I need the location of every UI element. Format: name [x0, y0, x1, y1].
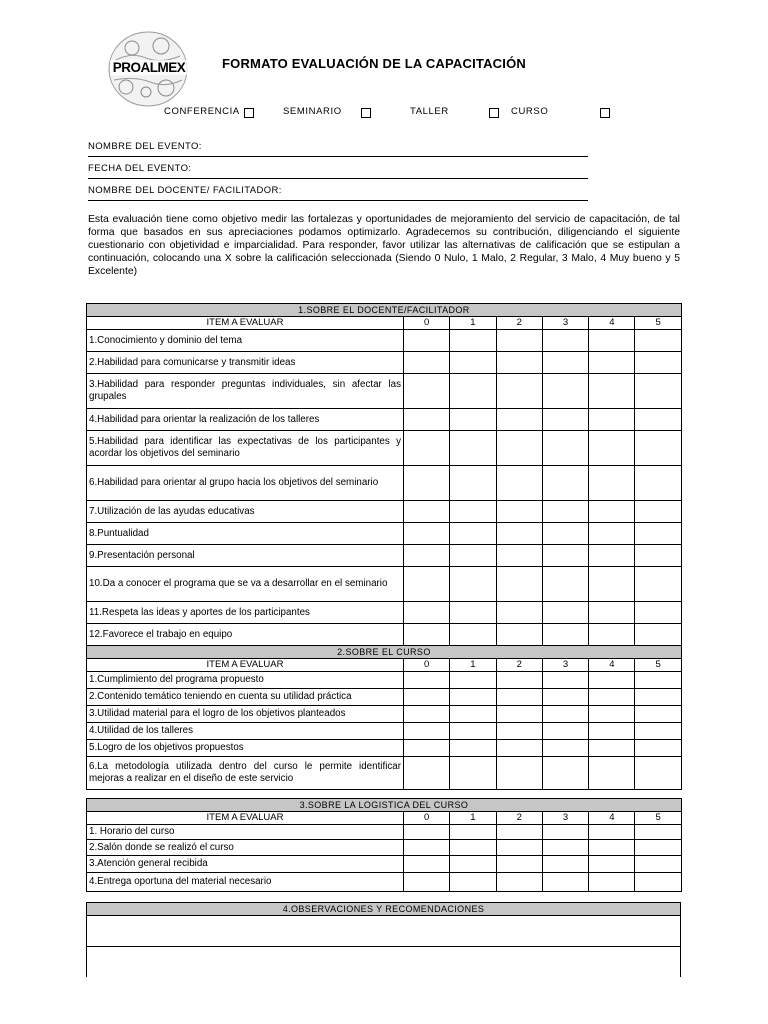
rating-cell-5[interactable] [635, 757, 681, 790]
rating-cell-5[interactable] [635, 689, 681, 706]
rating-cell-0[interactable] [404, 523, 450, 545]
scale-header: 5 [635, 317, 681, 330]
rating-cell-3[interactable] [542, 840, 588, 856]
rating-cell-2[interactable] [496, 330, 542, 352]
rating-cell-3[interactable] [542, 602, 588, 624]
rating-cell-3[interactable] [542, 545, 588, 567]
rating-cell-0[interactable] [404, 567, 450, 602]
rating-cell-3[interactable] [542, 431, 588, 466]
item-label: 3.Atención general recibida [87, 856, 404, 873]
rating-cell-2[interactable] [496, 723, 542, 740]
rating-cell-5[interactable] [635, 624, 681, 646]
rating-cell-5[interactable] [635, 740, 681, 757]
rating-cell-3[interactable] [542, 672, 588, 689]
rating-cell-0[interactable] [404, 545, 450, 567]
rating-cell-4[interactable] [589, 873, 635, 892]
rating-cell-5[interactable] [635, 825, 681, 840]
rating-cell-0[interactable] [404, 757, 450, 790]
rating-cell-1[interactable] [450, 672, 496, 689]
rating-cell-2[interactable] [496, 624, 542, 646]
rating-cell-5[interactable] [635, 672, 681, 689]
rating-cell-3[interactable] [542, 856, 588, 873]
table-row [87, 602, 682, 624]
rating-cell-1[interactable] [450, 602, 496, 624]
rating-cell-2[interactable] [496, 352, 542, 374]
event-date-field[interactable]: FECHA DEL EVENTO: [88, 162, 588, 179]
rating-cell-4[interactable] [589, 624, 635, 646]
option-label-curso: CURSO [511, 106, 549, 117]
observations-table [86, 902, 681, 977]
rating-cell-2[interactable] [496, 602, 542, 624]
table-row [87, 501, 682, 523]
rating-cell-4[interactable] [589, 602, 635, 624]
rating-cell-1[interactable] [450, 840, 496, 856]
rating-cell-1[interactable] [450, 567, 496, 602]
table-row [87, 466, 682, 501]
table-row [87, 545, 682, 567]
rating-cell-5[interactable] [635, 523, 681, 545]
item-label: 11.Respeta las ideas y aportes de los participantes [87, 602, 404, 624]
rating-cell-0[interactable] [404, 840, 450, 856]
rating-cell-4[interactable] [589, 523, 635, 545]
rating-cell-3[interactable] [542, 374, 588, 409]
rating-cell-0[interactable] [404, 706, 450, 723]
table-row [87, 374, 682, 409]
section-curso-table [86, 645, 682, 790]
scale-header: 2 [496, 812, 542, 825]
rating-cell-3[interactable] [542, 706, 588, 723]
rating-cell-4[interactable] [589, 825, 635, 840]
rating-cell-0[interactable] [404, 409, 450, 431]
rating-cell-2[interactable] [496, 689, 542, 706]
table-row [87, 825, 682, 840]
logo-text: PROALMEX [110, 60, 188, 75]
rating-cell-0[interactable] [404, 856, 450, 873]
item-label: 4.Entrega oportuna del material necesario [87, 873, 404, 892]
item-label: 5.Habilidad para identificar las expectativas de los participantes y acordar los objetivos del seminario [87, 431, 404, 466]
rating-cell-5[interactable] [635, 840, 681, 856]
rating-cell-2[interactable] [496, 523, 542, 545]
scale-header: 0 [404, 317, 450, 330]
option-label-taller: TALLER [410, 106, 449, 117]
item-label: 7.Utilización de las ayudas educativas [87, 501, 404, 523]
rating-cell-5[interactable] [635, 856, 681, 873]
rating-cell-0[interactable] [404, 689, 450, 706]
rating-cell-2[interactable] [496, 672, 542, 689]
rating-cell-4[interactable] [589, 723, 635, 740]
rating-cell-1[interactable] [450, 545, 496, 567]
scale-header: 1 [450, 812, 496, 825]
rating-cell-4[interactable] [589, 672, 635, 689]
rating-cell-4[interactable] [589, 466, 635, 501]
rating-cell-4[interactable] [589, 689, 635, 706]
rating-cell-5[interactable] [635, 374, 681, 409]
rating-cell-2[interactable] [496, 757, 542, 790]
item-label: 5.Logro de los objetivos propuestos [87, 740, 404, 757]
rating-cell-0[interactable] [404, 374, 450, 409]
scale-header: 2 [496, 659, 542, 672]
item-label: 2.Contenido temático teniendo en cuenta su utilidad práctica [87, 689, 404, 706]
rating-cell-4[interactable] [589, 501, 635, 523]
item-label: 10.Da a conocer el programa que se va a desarrollar en el seminario [87, 567, 404, 602]
item-label: 6.Habilidad para orientar al grupo hacia los objetivos del seminario [87, 466, 404, 501]
rating-cell-0[interactable] [404, 672, 450, 689]
scale-header: 4 [589, 812, 635, 825]
rating-cell-1[interactable] [450, 523, 496, 545]
rating-cell-4[interactable] [589, 545, 635, 567]
rating-cell-3[interactable] [542, 873, 588, 892]
table-row [87, 567, 682, 602]
rating-cell-5[interactable] [635, 567, 681, 602]
rating-cell-2[interactable] [496, 706, 542, 723]
item-label: 1. Horario del curso [87, 825, 404, 840]
intro-paragraph: Esta evaluación tiene como objetivo medir las fortalezas y oportunidades de mejoramiento del servicio de capacitación, de tal forma que basados en sus apreciaciones podamos optimizarlo. Agradecemos su contribución, diligenciando el siguiente cuestionario con objetividad e imparcialidad. Para responder, favor utilizar las alternativas de calificación que se estipulan a continuación, colocando una X sobre la calificación seleccionada (Siendo 0 Nulo, 1 Malo, 2 Regular, 3 Malo, 4 Muy bueno y 5 Excelente) [88, 214, 680, 277]
item-label: 3.Habilidad para responder preguntas individuales, sin afectar las grupales [87, 374, 404, 409]
table-row [87, 330, 682, 352]
rating-cell-1[interactable] [450, 466, 496, 501]
scale-header: 0 [404, 812, 450, 825]
rating-cell-3[interactable] [542, 689, 588, 706]
rating-cell-5[interactable] [635, 466, 681, 501]
table-row [87, 740, 682, 757]
rating-cell-0[interactable] [404, 624, 450, 646]
rating-cell-2[interactable] [496, 545, 542, 567]
rating-cell-1[interactable] [450, 431, 496, 466]
rating-cell-4[interactable] [589, 409, 635, 431]
rating-cell-0[interactable] [404, 723, 450, 740]
checkbox-seminario[interactable] [361, 108, 371, 118]
rating-cell-5[interactable] [635, 602, 681, 624]
checkbox-conferencia[interactable] [244, 108, 254, 118]
rating-cell-1[interactable] [450, 757, 496, 790]
rating-cell-4[interactable] [589, 840, 635, 856]
table-row [87, 409, 682, 431]
rating-cell-3[interactable] [542, 409, 588, 431]
rating-cell-0[interactable] [404, 330, 450, 352]
rating-cell-5[interactable] [635, 431, 681, 466]
item-label: 8.Puntualidad [87, 523, 404, 545]
table-row [87, 689, 682, 706]
rating-cell-0[interactable] [404, 431, 450, 466]
rating-cell-0[interactable] [404, 466, 450, 501]
rating-cell-3[interactable] [542, 624, 588, 646]
rating-cell-0[interactable] [404, 501, 450, 523]
scale-header: 5 [635, 659, 681, 672]
item-header: ITEM A EVALUAR [87, 812, 404, 825]
rating-cell-2[interactable] [496, 740, 542, 757]
rating-cell-1[interactable] [450, 330, 496, 352]
table-row [87, 706, 682, 723]
table-row [87, 757, 682, 790]
section-title: 1.SOBRE EL DOCENTE/FACILITADOR [87, 304, 682, 317]
table-row [87, 856, 682, 873]
page-title: FORMATO EVALUACIÓN DE LA CAPACITACIÓN [222, 56, 526, 71]
rating-cell-3[interactable] [542, 740, 588, 757]
rating-cell-3[interactable] [542, 352, 588, 374]
rating-cell-1[interactable] [450, 624, 496, 646]
rating-cell-4[interactable] [589, 352, 635, 374]
item-header: ITEM A EVALUAR [87, 317, 404, 330]
item-label: 4.Habilidad para orientar la realización de los talleres [87, 409, 404, 431]
checkbox-taller[interactable] [489, 108, 499, 118]
section-title: 3.SOBRE LA LOGISTICA DEL CURSO [87, 799, 682, 812]
scale-header: 3 [542, 812, 588, 825]
rating-cell-2[interactable] [496, 431, 542, 466]
rating-cell-5[interactable] [635, 545, 681, 567]
rating-cell-1[interactable] [450, 689, 496, 706]
option-label-conferencia: CONFERENCIA [164, 106, 240, 117]
table-row [87, 352, 682, 374]
item-label: 6.La metodología utilizada dentro del curso le permite identificar mejoras a realizar en el diseño de este servicio [87, 757, 404, 790]
rating-cell-1[interactable] [450, 856, 496, 873]
table-row [87, 672, 682, 689]
table-row [87, 431, 682, 466]
rating-cell-4[interactable] [589, 856, 635, 873]
section-logistica-table [86, 798, 682, 892]
checkbox-curso[interactable] [600, 108, 610, 118]
item-label: 2.Salón donde se realizó el curso [87, 840, 404, 856]
event-name-field[interactable]: NOMBRE DEL EVENTO: [88, 140, 588, 157]
rating-cell-1[interactable] [450, 740, 496, 757]
rating-cell-2[interactable] [496, 873, 542, 892]
rating-cell-2[interactable] [496, 840, 542, 856]
rating-cell-0[interactable] [404, 602, 450, 624]
scale-header: 1 [450, 659, 496, 672]
item-label: 3.Utilidad material para el logro de los objetivos planteados [87, 706, 404, 723]
item-label: 2.Habilidad para comunicarse y transmitir ideas [87, 352, 404, 374]
observations-line-2[interactable] [87, 947, 681, 978]
rating-cell-2[interactable] [496, 409, 542, 431]
rating-cell-1[interactable] [450, 352, 496, 374]
rating-cell-4[interactable] [589, 330, 635, 352]
section-title: 2.SOBRE EL CURSO [87, 646, 682, 659]
table-row [87, 523, 682, 545]
item-label: 1.Cumplimiento del programa propuesto [87, 672, 404, 689]
rating-cell-4[interactable] [589, 374, 635, 409]
rating-cell-2[interactable] [496, 501, 542, 523]
rating-cell-4[interactable] [589, 740, 635, 757]
proalmex-logo [106, 30, 190, 108]
rating-cell-5[interactable] [635, 330, 681, 352]
rating-cell-4[interactable] [589, 431, 635, 466]
section-docente-table [86, 303, 682, 646]
table-row [87, 624, 682, 646]
scale-header: 1 [450, 317, 496, 330]
item-label: 12.Favorece el trabajo en equipo [87, 624, 404, 646]
rating-cell-0[interactable] [404, 740, 450, 757]
rating-cell-3[interactable] [542, 723, 588, 740]
scale-header: 2 [496, 317, 542, 330]
rating-cell-3[interactable] [542, 330, 588, 352]
rating-cell-2[interactable] [496, 567, 542, 602]
option-label-seminario: SEMINARIO [283, 106, 342, 117]
rating-cell-1[interactable] [450, 723, 496, 740]
rating-cell-2[interactable] [496, 856, 542, 873]
teacher-name-field[interactable]: NOMBRE DEL DOCENTE/ FACILITADOR: [88, 184, 588, 201]
rating-cell-3[interactable] [542, 501, 588, 523]
rating-cell-5[interactable] [635, 501, 681, 523]
rating-cell-1[interactable] [450, 374, 496, 409]
rating-cell-2[interactable] [496, 466, 542, 501]
item-header: ITEM A EVALUAR [87, 659, 404, 672]
rating-cell-0[interactable] [404, 352, 450, 374]
rating-cell-5[interactable] [635, 409, 681, 431]
scale-header: 4 [589, 659, 635, 672]
rating-cell-1[interactable] [450, 825, 496, 840]
observations-line-1[interactable] [87, 916, 681, 947]
scale-header: 5 [635, 812, 681, 825]
rating-cell-2[interactable] [496, 374, 542, 409]
rating-cell-0[interactable] [404, 825, 450, 840]
table-row [87, 840, 682, 856]
rating-cell-2[interactable] [496, 825, 542, 840]
rating-cell-3[interactable] [542, 825, 588, 840]
rating-cell-3[interactable] [542, 757, 588, 790]
rating-cell-1[interactable] [450, 501, 496, 523]
rating-cell-5[interactable] [635, 352, 681, 374]
observations-title: 4.OBSERVACIONES Y RECOMENDACIONES [87, 903, 681, 916]
rating-cell-3[interactable] [542, 523, 588, 545]
rating-cell-3[interactable] [542, 466, 588, 501]
rating-cell-5[interactable] [635, 873, 681, 892]
rating-cell-1[interactable] [450, 706, 496, 723]
rating-cell-3[interactable] [542, 567, 588, 602]
rating-cell-4[interactable] [589, 567, 635, 602]
rating-cell-1[interactable] [450, 409, 496, 431]
item-label: 1.Conocimiento y dominio del tema [87, 330, 404, 352]
rating-cell-4[interactable] [589, 706, 635, 723]
scale-header: 3 [542, 317, 588, 330]
rating-cell-4[interactable] [589, 757, 635, 790]
item-label: 4.Utilidad de los talleres [87, 723, 404, 740]
table-row [87, 723, 682, 740]
table-row [87, 873, 682, 892]
scale-header: 3 [542, 659, 588, 672]
scale-header: 0 [404, 659, 450, 672]
rating-cell-5[interactable] [635, 723, 681, 740]
rating-cell-1[interactable] [450, 873, 496, 892]
rating-cell-0[interactable] [404, 873, 450, 892]
scale-header: 4 [589, 317, 635, 330]
rating-cell-5[interactable] [635, 706, 681, 723]
item-label: 9.Presentación personal [87, 545, 404, 567]
